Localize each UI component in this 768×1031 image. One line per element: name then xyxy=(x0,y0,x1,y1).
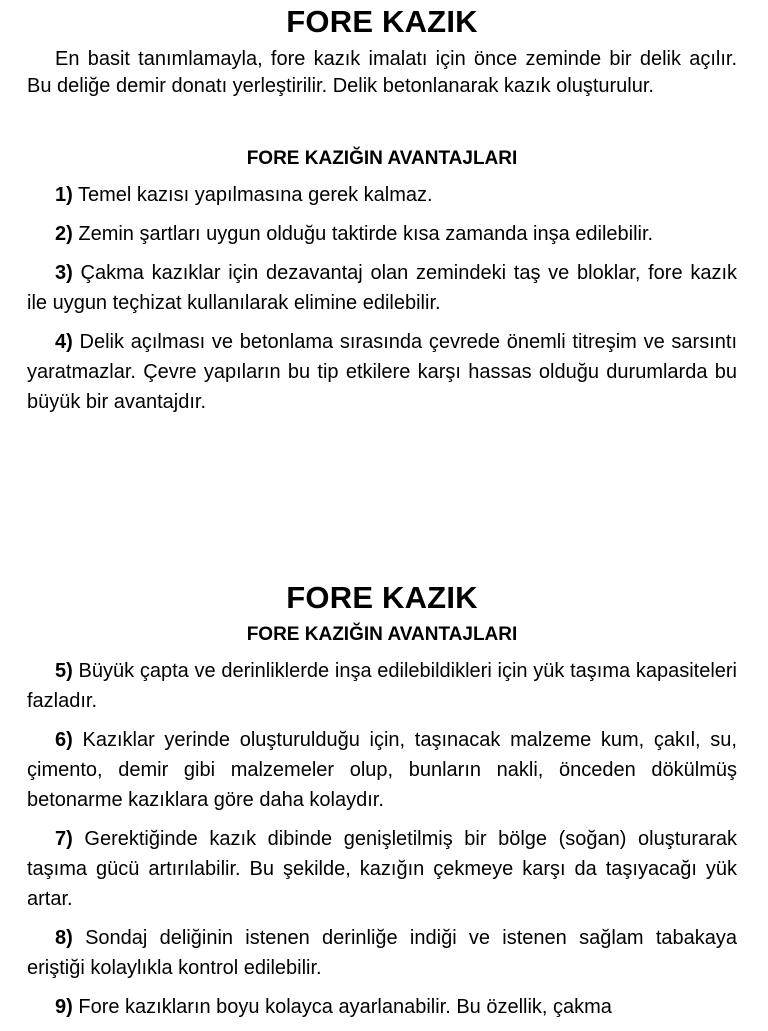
section-subtitle: FORE KAZIĞIN AVANTAJLARI xyxy=(246,148,518,169)
advantage-item-3 xyxy=(27,258,737,318)
item-number: 3) xyxy=(55,262,73,284)
advantage-item-5 xyxy=(27,656,737,716)
page-title: FORE KAZIK xyxy=(286,4,478,39)
item-text: Fore kazıkların boyu kolayca ayarlanabilir. Bu özellik, çakma xyxy=(72,996,612,1018)
advantage-item-8 xyxy=(27,923,737,983)
advantage-item-2 xyxy=(27,219,737,249)
item-number: 1) xyxy=(55,184,73,206)
item-number: 2) xyxy=(55,223,73,245)
item-text: Büyük çapta ve derinliklerde inşa edilebildikleri için yük taşıma kapasiteleri fazladır. xyxy=(27,660,737,712)
intro-paragraph: En basit tanımlamayla, fore kazık imalatı için önce zeminde bir delik açılır. Bu deliğe demir donatı yerleştirilir. Delik betonlanarak kazık oluşturulur. xyxy=(27,48,737,97)
item-text: Gerektiğinde kazık dibinde genişletilmiş bir bölge (soğan) oluşturarak taşıma gücü artırılabilir. Bu şekilde, kazığın çekmeye karşı da taşıyacağı yük artar. xyxy=(27,828,737,910)
advantage-item-6 xyxy=(27,725,737,815)
advantage-item-7 xyxy=(27,824,737,914)
section-subtitle: FORE KAZIĞIN AVANTAJLARI xyxy=(246,624,518,645)
item-number: 7) xyxy=(55,828,73,850)
item-text: Sondaj deliğinin istenen derinliğe indiği ve istenen sağlam tabakaya eriştiği kolaylıkla kontrol edilebilir. xyxy=(27,927,737,979)
item-number: 9) xyxy=(55,996,73,1018)
slide-section-2 xyxy=(27,578,737,1031)
item-number: 8) xyxy=(55,927,73,949)
advantage-item-9 xyxy=(27,992,737,1022)
item-text: Çakma kazıklar için dezavantaj olan zemindeki taş ve bloklar, fore kazık ile uygun teçhizat kullanılarak elimine edilebilir. xyxy=(27,262,737,314)
slide-section-1 xyxy=(27,2,737,426)
advantage-item-1 xyxy=(27,180,737,210)
item-number: 6) xyxy=(55,729,73,751)
item-number: 5) xyxy=(55,660,73,682)
item-text: Zemin şartları uygun olduğu taktirde kısa zamanda inşa edilebilir. xyxy=(72,223,654,245)
page-title: FORE KAZIK xyxy=(286,580,478,615)
advantage-item-4 xyxy=(27,327,737,417)
item-text: Temel kazısı yapılmasına gerek kalmaz. xyxy=(72,184,433,206)
item-text: Delik açılması ve betonlama sırasında çevrede önemli titreşim ve sarsıntı yaratmazlar. Çevre yapıların bu tip etkilere karşı hassas olduğu durumlarda bu büyük bir avantajdır. xyxy=(27,331,737,413)
item-number: 4) xyxy=(55,331,73,353)
item-text: Kazıklar yerinde oluşturulduğu için, taşınacak malzeme kum, çakıl, su, çimento, demir gibi malzemeler olup, bunların nakli, önceden dökülmüş betonarme kazıklara göre daha kolaydır. xyxy=(27,729,737,811)
